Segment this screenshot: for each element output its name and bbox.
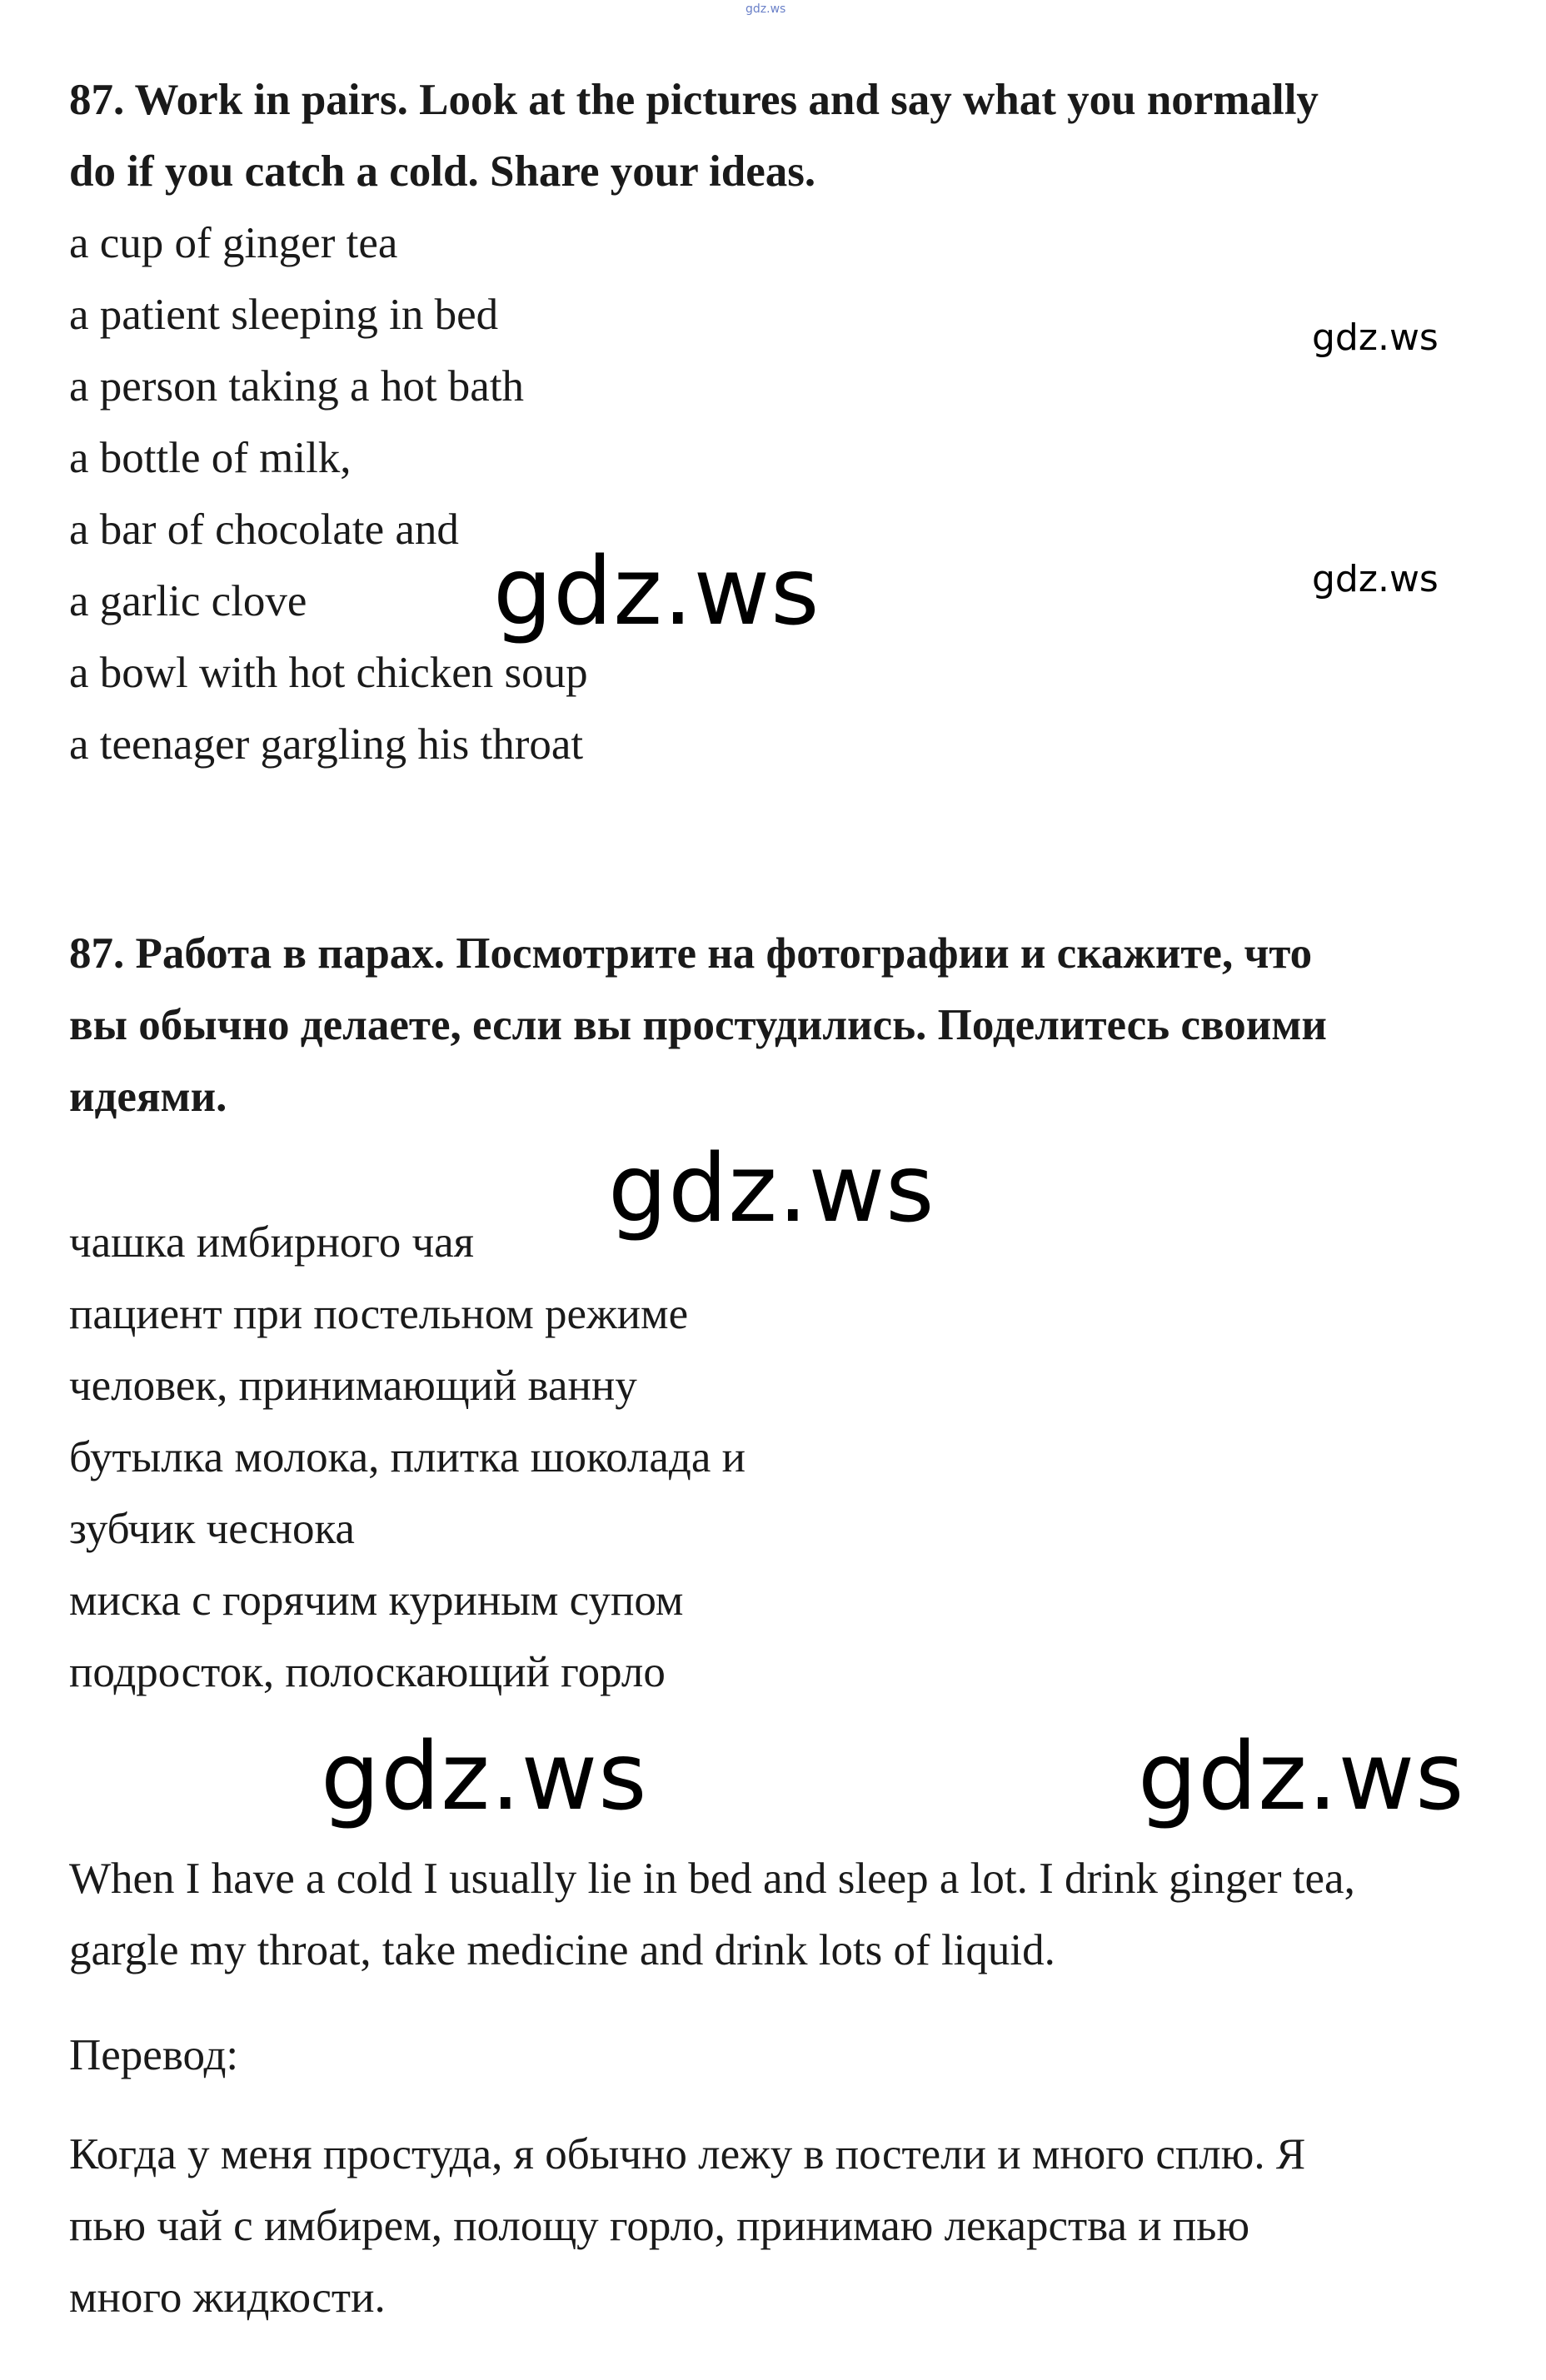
watermark: gdz.ws [321, 1723, 648, 1831]
list-item-ru: зубчик чеснока [69, 1505, 355, 1553]
list-item-en: a bar of chocolate and [69, 505, 459, 554]
task-heading-ru-line2: вы обычно делаете, если вы простудились. Поделитесь своими [69, 1001, 1327, 1049]
watermark: gdz.ws [493, 538, 820, 646]
list-item-ru: подросток, полоскающий горло [69, 1648, 666, 1696]
answer-line1: When I have a cold I usually lie in bed and sleep a lot. I drink ginger tea, [69, 1855, 1355, 1903]
list-item-en: a bowl with hot chicken soup [69, 649, 588, 697]
translation-label: Перевод: [69, 2031, 239, 2079]
list-item-ru: миска с горячим куриным супом [69, 1576, 684, 1625]
watermark: gdz.ws [608, 1135, 935, 1243]
list-item-ru: пациент при постельном режиме [69, 1290, 689, 1338]
header-watermark: gdz.ws [746, 2, 786, 16]
translation-line2: пью чай с имбирем, полощу горло, принимаю лекарства и пью [69, 2202, 1250, 2250]
translation-line1: Когда у меня простуда, я обычно лежу в постели и много сплю. Я [69, 2130, 1306, 2178]
watermark: gdz.ws [1138, 1723, 1465, 1831]
list-item-en: a teenager gargling his throat [69, 720, 584, 769]
task-heading-en-line2: do if you catch a cold. Share your ideas. [69, 147, 816, 196]
list-item-en: a bottle of milk, [69, 434, 352, 482]
watermark: gdz.ws [1312, 558, 1439, 600]
list-item-en: a cup of ginger tea [69, 219, 398, 267]
list-item-ru: бутылка молока, плитка шоколада и [69, 1433, 746, 1481]
list-item-ru: человек, принимающий ванну [69, 1362, 637, 1410]
list-item-en: a person taking a hot bath [69, 362, 525, 411]
task-heading-ru-line1: 87. Работа в парах. Посмотрите на фотографии и скажите, что [69, 929, 1313, 978]
translation-line3: много жидкости. [69, 2273, 386, 2322]
task-heading-ru-line3: идеями. [69, 1073, 227, 1121]
watermark: gdz.ws [1312, 316, 1439, 359]
list-item-en: a garlic clove [69, 577, 307, 625]
list-item-en: a patient sleeping in bed [69, 291, 499, 339]
task-heading-en-line1: 87. Work in pairs. Look at the pictures and say what you normally [69, 76, 1319, 124]
answer-line2: gargle my throat, take medicine and drink lots of liquid. [69, 1926, 1055, 1974]
list-item-ru: чашка имбирного чая [69, 1218, 475, 1267]
